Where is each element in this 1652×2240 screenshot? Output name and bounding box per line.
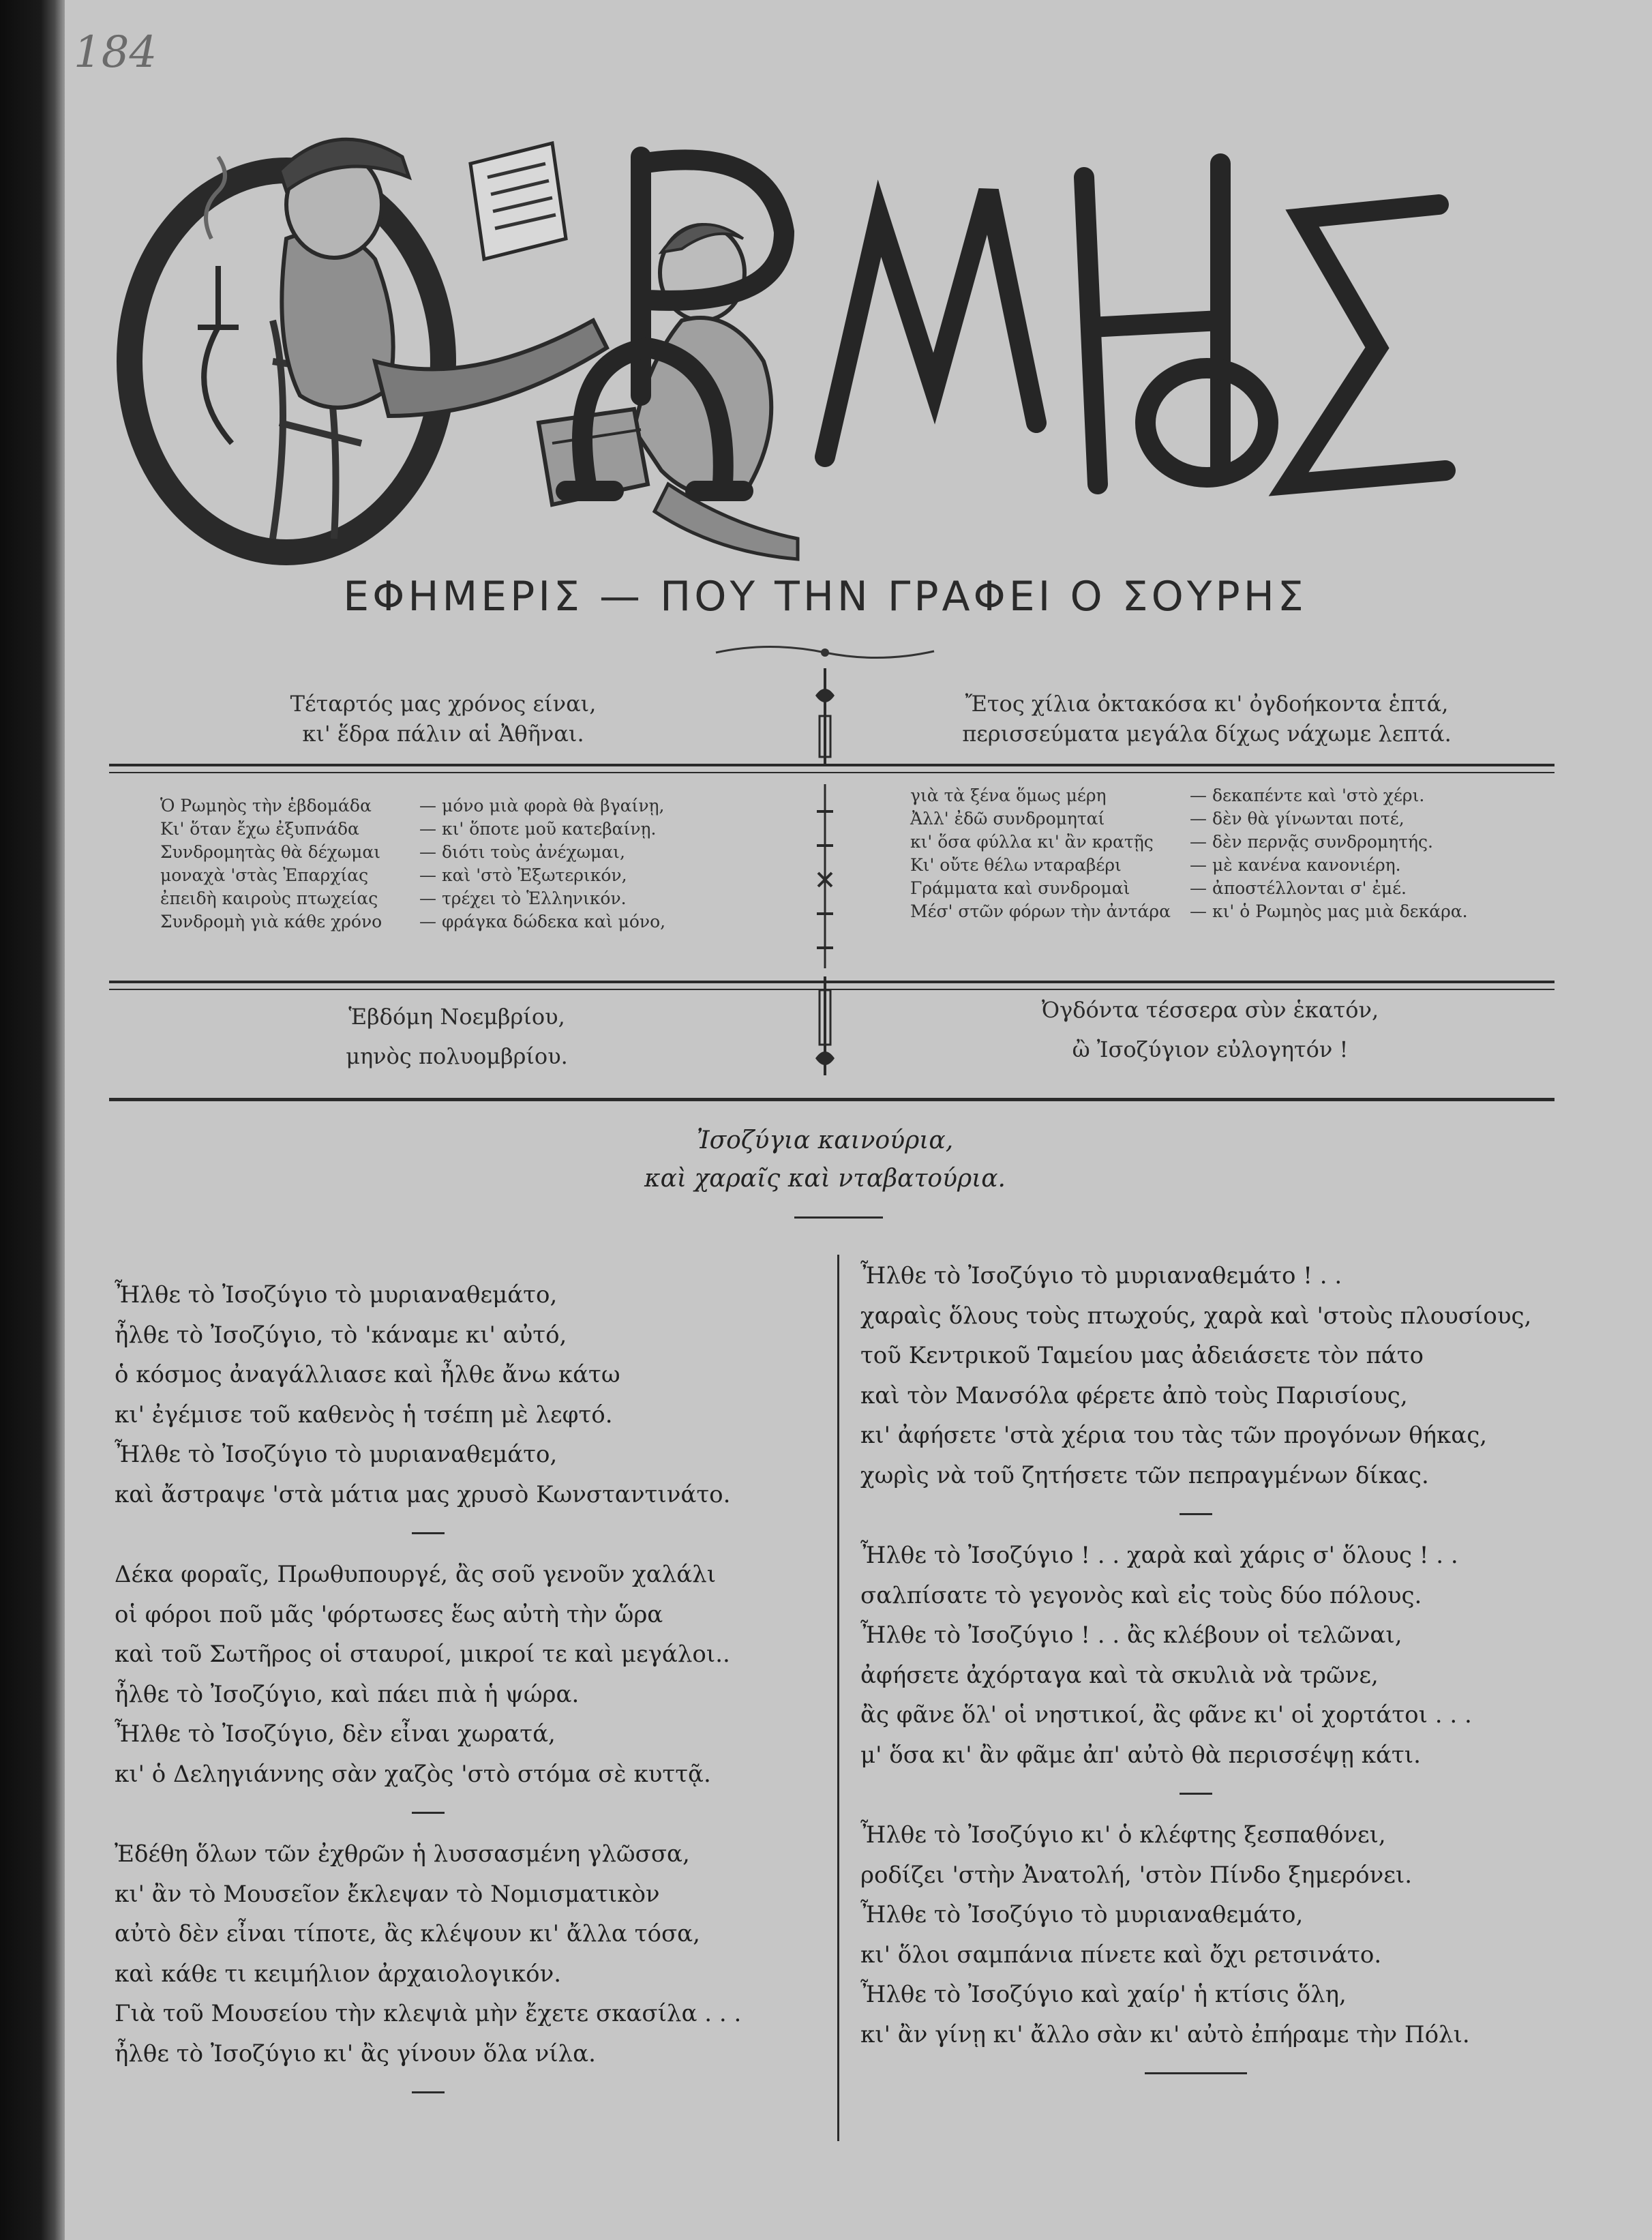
poem-line: χωρὶς νὰ τοῦ ζητήσετε τῶν πεπραγμένων δίκας. (860, 1461, 1429, 1489)
stanza (115, 1834, 741, 2074)
subscription-row (160, 887, 665, 910)
header-rule (109, 764, 1555, 766)
poem-line: ἦλθε τὸ Ἰσοζύγιο, τὸ 'κάναμε κι' αὐτό, (115, 1321, 567, 1349)
subscription-cell: Ἀλλ' ἐδῶ συνδρομηταί (910, 809, 1105, 828)
book-binding-edge (0, 0, 65, 2240)
poem-line: Ἦλθε τὸ Ἰσοζύγιο τὸ μυριαναθεμάτο, (115, 1281, 558, 1309)
subscription-row (160, 794, 665, 818)
poem-line: καὶ τὸν Μανσόλα φέρετε ἀπὸ τοὺς Παρισίους, (860, 1382, 1408, 1409)
poem-line: οἱ φόροι ποῦ μᾶς 'φόρτωσες ἕως αὐτὴ τὴν ὥρα (115, 1600, 663, 1628)
column-divider (837, 1255, 839, 2141)
poem-line: Ἦλθε τὸ Ἰσοζύγιο καὶ χαίρ' ἡ κτίσις ὅλη, (860, 1981, 1347, 2008)
subscription-cell: — μὲ κανένα κανονιέρη. (1190, 855, 1401, 875)
subscription-terms-left (160, 794, 665, 934)
ornament-divider-icon (811, 784, 839, 968)
subscription-row (910, 807, 1468, 831)
subscription-row (160, 864, 665, 887)
subscription-cell: — κι' ὅποτε μοῦ κατεβαίνῃ. (419, 819, 657, 839)
subscription-row (160, 910, 665, 934)
subscription-cell: — καὶ 'στὸ Ἐξωτερικόν, (419, 865, 627, 885)
poem-line: ὁ κόσμος ἀναγάλλιασε καὶ ἦλθε ἄνω κάτω (115, 1361, 620, 1388)
subscription-cell: — μόνο μιὰ φορὰ θὰ βγαίνῃ, (419, 796, 665, 816)
subscription-cell: Συνδρομητὰς θὰ δέχωμαι (160, 842, 381, 862)
poem-line: σαλπίσατε τὸ γεγονὸς καὶ εἰς τοὺς δύο πόλους. (860, 1581, 1422, 1609)
poem-line: τοῦ Κεντρικοῦ Ταμείου μας ἀδειάσετε τὸν πάτο (860, 1342, 1424, 1369)
poem-line: ἀφήσετε ἀχόρταγα καὶ τὰ σκυλιὰ νὰ τρῶνε, (860, 1661, 1379, 1689)
subscription-row (910, 877, 1468, 900)
subscription-cell: κι' ὅσα φύλλα κι' ἂν κρατῇς (910, 832, 1154, 852)
poem-line: κι' ἀφήσετε 'στὰ χέρια του τὰς τῶν προγόνων θήκας, (860, 1422, 1488, 1449)
stanza-separator (412, 1532, 445, 1534)
decorative-flourish (709, 638, 941, 665)
poem-right-column (860, 1256, 1531, 2095)
header-info-left (205, 689, 682, 749)
date-info-right-line: Ὀγδόντα τέσσερα σὺν ἑκατόν, (1041, 997, 1379, 1023)
poem-line: ἦλθε τὸ Ἰσοζύγιο, καὶ πάει πιὰ ἡ ψώρα. (115, 1680, 580, 1708)
poem-line: ροδίζει 'στὴν Ἀνατολή, 'στὸν Πίνδο ξημερόνει. (860, 1861, 1413, 1889)
poem-line: Γιὰ τοῦ Μουσείου τὴν κλεψιὰ μὴν ἔχετε σκασίλα . . . (115, 2000, 742, 2027)
poem-line: Ἦλθε τὸ Ἰσοζύγιο τὸ μυριαναθεμάτο, (860, 1901, 1304, 1928)
masthead-bottom-rule (109, 1098, 1555, 1101)
stanza (860, 1536, 1531, 1775)
header-info-left-line: κι' ἕδρα πάλιν αἱ Ἀθῆναι. (302, 721, 584, 747)
poem-line: μ' ὅσα κι' ἂν φᾶμε ἀπ' αὐτὸ θὰ περισσέψῃ κάτι. (860, 1741, 1421, 1769)
masthead (116, 102, 1520, 566)
poem-line: ἦλθε τὸ Ἰσοζύγιο κι' ἂς γίνουν ὅλα νίλα. (115, 2040, 596, 2067)
stanza-separator (412, 2091, 445, 2093)
poem-left-column (115, 1275, 741, 2114)
subscription-row (910, 784, 1468, 807)
poem-line: κι' ὁ Δεληγιάννης σὰν χαζὸς 'στὸ στόμα σὲ κυττᾷ. (115, 1760, 711, 1788)
date-info-right (989, 990, 1432, 1069)
poem-line: αὐτὸ δὲν εἶναι τίποτε, ἂς κλέψουν κι' ἄλλα τόσα, (115, 1920, 700, 1947)
subscription-cell: — ἀποστέλλονται σ' ἐμέ. (1190, 878, 1407, 898)
header-info-right-line: Ἔτος χίλια ὀκτακόσα κι' ὀγδοήκοντα ἑπτά, (965, 691, 1449, 717)
subscription-terms-right (910, 784, 1468, 923)
header-info-left-line: Τέταρτός μας χρόνος είναι, (290, 691, 597, 717)
stanza (860, 1815, 1531, 2055)
poem-line: καὶ τοῦ Σωτῆρος οἱ σταυροί, μικροί τε καὶ μεγάλοι.. (115, 1641, 730, 1668)
poem-line: κι' ἂν γίνῃ κι' ἄλλο σὰν κι' αὐτὸ ἐπήραμε τὴν Πόλι. (860, 2020, 1470, 2048)
poem-line: καὶ κάθε τι κειμήλιον ἀρχαιολογικόν. (115, 1960, 562, 1988)
stanza-separator (1180, 1513, 1212, 1515)
poem-line: Ἦλθε τὸ Ἰσοζύγιο, δὲν εἶναι χωρατά, (115, 1720, 556, 1748)
stanza (860, 1256, 1531, 1495)
subscription-cell: — φράγκα δώδεκα καὶ μόνο, (419, 912, 666, 931)
poem-line: Ἦλθε τὸ Ἰσοζύγιο τὸ μυριαναθεμάτο, (115, 1441, 558, 1468)
subscription-cell: — δεκαπέντε καὶ 'στὸ χέρι. (1190, 786, 1425, 805)
poem-line: Ἦλθε τὸ Ἰσοζύγιο ! . . ἂς κλέβουν οἱ τελῶναι, (860, 1622, 1402, 1649)
subscription-row (910, 900, 1468, 923)
date-info-left-line: μηνὸς πολυομβρίου. (346, 1043, 568, 1069)
subscription-cell: Κι' οὔτε θέλω νταραβέρι (910, 855, 1122, 875)
poem-heading (409, 1122, 1241, 1198)
stanza-separator (1180, 1793, 1212, 1795)
poem-line: κι' ἐγέμισε τοῦ καθενὸς ἡ τσέπη μὲ λεφτό. (115, 1401, 613, 1429)
stanza (115, 1555, 741, 1794)
subscription-cell: — τρέχει τὸ Ἑλληνικόν. (419, 888, 627, 908)
subscription-cell: Κι' ὅταν ἔχω ἐξυπνάδα (160, 819, 359, 839)
subscription-cell: Μέσ' στῶν φόρων τὴν ἀντάρα (910, 901, 1171, 921)
header-info-right-line: περισσεύματα μεγάλα δίχως νάχωμε λεπτά. (962, 721, 1452, 747)
header-rule-thin (109, 772, 1555, 773)
poem-line: καὶ ἄστραψε 'στὰ μάτια μας χρυσὸ Κωνσταντινάτο. (115, 1480, 731, 1508)
poem-line: Ἦλθε τὸ Ἰσοζύγιο κι' ὁ κλέφτης ξεσπαθόνει, (860, 1821, 1386, 1849)
subscription-cell: Συνδρομὴ γιὰ κάθε χρόνο (160, 912, 382, 931)
subscription-cell: Γράμματα καὶ συνδρομαὶ (910, 878, 1130, 898)
stanza-separator (412, 1812, 445, 1814)
poem-line: κι' ἂν τὸ Μουσεῖον ἔκλεψαν τὸ Νομισματικὸν (115, 1880, 660, 1908)
subscription-cell: — διότι τοὺς ἀνέχωμαι, (419, 842, 625, 862)
stanza (115, 1275, 741, 1514)
subscription-cell: Ὁ Ρωμηὸς τὴν ἑβδομάδα (160, 796, 372, 816)
poem-line: ἂς φᾶνε ὅλ' οἱ νηστικοί, ἂς φᾶνε κι' οἱ χορτάτοι . . . (860, 1701, 1472, 1729)
end-rule (1145, 2072, 1247, 2074)
subscription-cell: γιὰ τὰ ξένα ὅμως μέρη (910, 786, 1107, 805)
page-number: 184 (74, 27, 157, 78)
date-info-left-line: Ἑβδόμη Νοεμβρίου, (348, 1004, 565, 1030)
poem-heading-line: καὶ χαραῖς καὶ νταβατούρια. (644, 1165, 1006, 1193)
poem-line: Ἦλθε τὸ Ἰσοζύγιο τὸ μυριαναθεμάτο ! . . (860, 1262, 1342, 1289)
header-info-right (914, 689, 1500, 749)
poem-line: Ἦλθε τὸ Ἰσοζύγιο ! . . χαρὰ καὶ χάρις σ' ὅλους ! . . (860, 1542, 1458, 1569)
date-info-left (286, 997, 627, 1076)
subscription-cell: ἐπειδὴ καιροὺς πτωχείας (160, 888, 378, 908)
heading-underline (794, 1216, 883, 1219)
subscription-cell: — κι' ὁ Ρωμηὸς μας μιὰ δεκάρα. (1190, 901, 1468, 921)
masthead-title-logo (498, 102, 1520, 566)
date-info-right-line: ὢ Ἰσοζύγιον εὐλογητόν ! (1072, 1036, 1349, 1062)
poem-heading-line: Ἰσοζύγια καινούρια, (696, 1126, 954, 1154)
subscription-row (160, 818, 665, 841)
poem-line: χαραὶς ὅλους τοὺς πτωχούς, χαρὰ καὶ 'στοὺς πλουσίους, (860, 1302, 1532, 1330)
masthead-subtitle: ΕΦΗΜΕΡΙΣ — ΠΟΥ ΤΗΝ ΓΡΑΦΕΙ Ο ΣΟΥΡΗΣ (343, 573, 1307, 621)
subscription-cell: μοναχὰ 'στὰς Ἐπαρχίας (160, 865, 369, 885)
ornament-divider-icon (811, 668, 839, 764)
subscription-row (910, 854, 1468, 877)
poem-line: Ἐδέθη ὅλων τῶν ἐχθρῶν ἡ λυσσασμένη γλῶσσα, (115, 1840, 690, 1868)
subscription-row (910, 831, 1468, 854)
ornament-divider-icon (811, 976, 839, 1075)
subscription-cell: — δὲν θὰ γίνωνται ποτέ, (1190, 809, 1405, 828)
subscription-cell: — δὲν περνᾷς συνδρομητής. (1190, 832, 1433, 852)
subscription-row (160, 841, 665, 864)
poem-line: κι' ὅλοι σαμπάνια πίνετε καὶ ὄχι ρετσινάτο. (860, 1941, 1382, 1969)
poem-line: Δέκα φοραῖς, Πρωθυπουργέ, ἂς σοῦ γενοῦν χαλάλι (115, 1561, 717, 1588)
